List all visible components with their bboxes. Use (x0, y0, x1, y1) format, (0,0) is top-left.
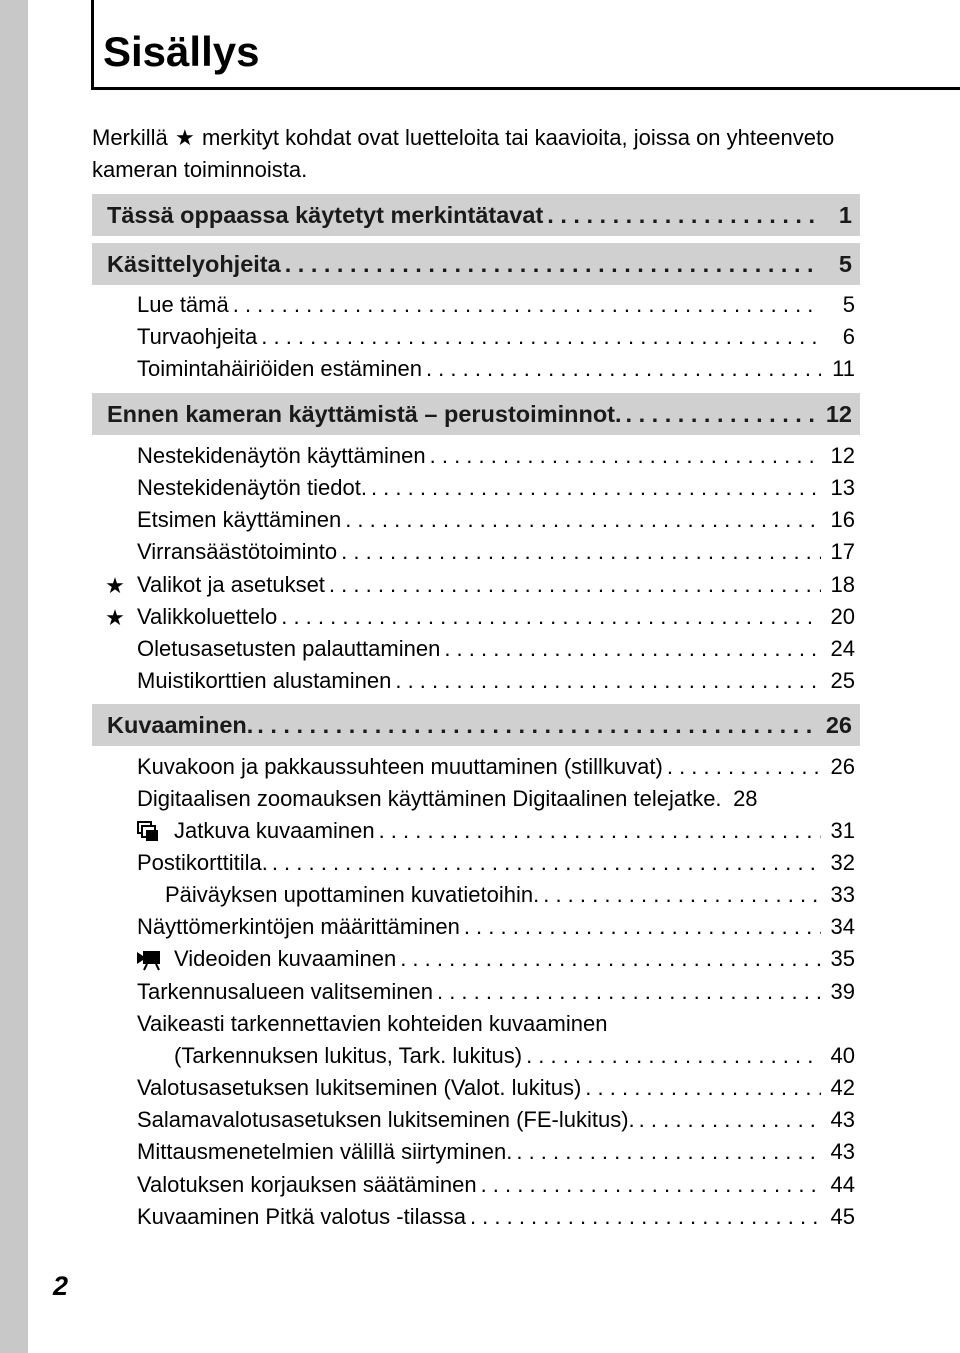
continuous-shooting-icon (137, 821, 159, 845)
toc-entry[interactable] (92, 879, 855, 911)
toc-leader (285, 250, 818, 278)
toc-page-number: 1 (838, 202, 852, 228)
toc-entry[interactable] (92, 1201, 855, 1233)
toc-entry-title: Tarkennusalueen valitseminen (137, 979, 433, 1004)
toc-page-number: 12 (825, 401, 852, 427)
toc-entry[interactable] (92, 536, 855, 568)
toc-leader (379, 817, 821, 845)
toc-entry-title: Lue tämä (137, 292, 229, 317)
toc-page-number: 34 (830, 914, 855, 939)
toc-leader (233, 291, 821, 319)
toc-entry[interactable] (92, 665, 855, 697)
toc-page-number: 18 (830, 572, 855, 597)
toc-entry-title: Valotusasetuksen lukitseminen (Valot. lukitus) (137, 1075, 582, 1100)
toc-section-handling[interactable] (92, 243, 860, 285)
toc-leader (470, 1203, 821, 1231)
toc-entry[interactable] (92, 601, 855, 633)
toc-entry-title: Jatkuva kuvaaminen (174, 818, 375, 843)
page-title: Sisällys (103, 28, 260, 75)
toc-leader (345, 506, 821, 534)
toc-page-number: 44 (830, 1172, 855, 1197)
toc-leader (261, 323, 821, 351)
toc-entry[interactable] (92, 815, 855, 847)
toc-entry-title: Oletusasetusten palauttaminen (137, 636, 441, 661)
toc-leader (329, 571, 821, 599)
toc-entry[interactable] (92, 1072, 855, 1104)
toc-leader (639, 1106, 821, 1134)
toc-page-number: 43 (830, 1139, 855, 1164)
intro-text-end: merkityt kohdat ovat luetteloita tai kaavioita, joissa on yhteenveto kameran toiminnoista. (92, 125, 835, 182)
toc-leader (437, 978, 821, 1006)
toc-entry[interactable] (92, 633, 855, 665)
toc-page-number: 31 (830, 818, 855, 843)
toc-entry[interactable] (92, 289, 855, 321)
toc-entry[interactable] (92, 943, 855, 975)
toc-entry[interactable] (92, 1008, 855, 1072)
toc-page-number: 43 (830, 1107, 855, 1132)
toc-entry[interactable] (92, 911, 855, 943)
toc-entry-title-continued: (Tarkennuksen lukitus, Tark. lukitus) (174, 1043, 523, 1068)
toc-page-number: 39 (830, 979, 855, 1004)
toc-leader (400, 945, 821, 973)
toc-page-number: 20 (830, 604, 855, 629)
toc-page-number: 26 (825, 712, 852, 738)
toc-entry-title: Toimintahäiriöiden estäminen (137, 356, 422, 381)
toc-page-number: 45 (830, 1204, 855, 1229)
toc-section-title: Tässä oppaassa käytetyt merkintätavat (107, 202, 544, 228)
toc-entry[interactable] (92, 569, 855, 601)
toc-entry-title: Digitaalisen zoomauksen käyttäminen Digitaalinen telejatke. (137, 786, 722, 811)
toc-entry-title: Videoiden kuvaaminen (174, 946, 397, 971)
toc-leader (426, 355, 821, 383)
toc-leader (464, 913, 821, 941)
star-icon: ★ (105, 605, 125, 630)
toc-entry-title: Nestekidenäytön käyttäminen (137, 443, 426, 468)
toc-entry-title: Postikorttitila. (137, 850, 268, 875)
toc-leader (257, 711, 818, 739)
toc-page-number: 24 (830, 636, 855, 661)
toc-entry-title: Valikkoluettelo (137, 604, 278, 629)
toc-section-title: Ennen kameran käyttämistä – perustoiminnot. (107, 401, 622, 427)
toc-leader (667, 753, 821, 781)
toc-leader (481, 1171, 821, 1199)
toc-entry[interactable] (92, 504, 855, 536)
toc-entry-title: Turvaohjeita (137, 324, 258, 349)
toc-leader (516, 1138, 821, 1166)
toc-section-title: Kuvaaminen. (107, 712, 254, 738)
toc-page-number: 40 (830, 1043, 855, 1068)
toc-entry[interactable] (92, 751, 855, 783)
toc-entry-title: Muistikorttien alustaminen (137, 668, 392, 693)
toc-leader (547, 201, 818, 229)
toc-leader (281, 603, 821, 631)
toc-entry-title: Valikot ja asetukset (137, 572, 325, 597)
toc-page-number: 12 (830, 443, 855, 468)
toc-section-notation[interactable] (92, 194, 860, 236)
toc-page-number: 16 (830, 507, 855, 532)
toc-page-number: 26 (830, 754, 855, 779)
page-number: 2 (53, 1271, 69, 1301)
toc-section-basics[interactable] (92, 393, 860, 435)
toc-entry[interactable] (92, 1136, 855, 1168)
toc-entry[interactable] (92, 321, 855, 353)
toc-page-number: 25 (830, 668, 855, 693)
toc-entry-title: Valotuksen korjauksen säätäminen (137, 1172, 477, 1197)
toc-entry[interactable] (92, 1169, 855, 1201)
toc-page-number: 17 (830, 539, 855, 564)
toc-page-number: 28 (733, 786, 758, 811)
toc-section-shooting[interactable] (92, 704, 860, 746)
toc-entry[interactable] (92, 353, 855, 385)
toc-entry[interactable] (92, 847, 855, 879)
toc-leader (395, 667, 821, 695)
movie-camera-icon (137, 949, 159, 973)
toc-page-number: 32 (830, 850, 855, 875)
toc-leader (626, 400, 818, 428)
toc-entry-title: Kuvaaminen Pitkä valotus -tilassa (137, 1204, 466, 1229)
toc-entry-title: Vaikeasti tarkennettavien kohteiden kuvaaminen (137, 1011, 608, 1036)
star-icon: ★ (175, 125, 195, 150)
toc-entry-title: Kuvakoon ja pakkaussuhteen muuttaminen (stillkuvat) (137, 754, 663, 779)
toc-entry[interactable] (92, 783, 855, 815)
toc-page-number: 5 (842, 292, 855, 317)
toc-entry-title: Etsimen käyttäminen (137, 507, 342, 532)
toc-leader (371, 474, 821, 502)
toc-page-number: 13 (830, 475, 855, 500)
toc-page-number: 35 (830, 946, 855, 971)
toc-leader (341, 538, 821, 566)
toc-page-number: 5 (838, 251, 852, 277)
toc-entry[interactable] (92, 976, 855, 1008)
toc-entry-title: Päiväyksen upottaminen kuvatietoihin. (165, 882, 540, 907)
toc-page-number: 6 (842, 324, 855, 349)
toc-leader (543, 881, 821, 909)
toc-leader (526, 1042, 821, 1070)
toc-entry-title: Mittausmenetelmien välillä siirtyminen. (137, 1139, 513, 1164)
toc-entry[interactable] (92, 1104, 855, 1136)
star-icon: ★ (105, 573, 125, 598)
toc-leader (444, 635, 821, 663)
toc-entry-title: Näyttömerkintöjen määrittäminen (137, 914, 460, 939)
toc-entry[interactable] (92, 472, 855, 504)
toc-page-number: 11 (832, 356, 855, 381)
intro-text-start: Merkillä (92, 125, 168, 150)
toc-entry-title: Virransäästötoiminto (137, 539, 338, 564)
toc-entry-title: Nestekidenäytön tiedot. (137, 475, 367, 500)
toc-leader (272, 849, 821, 877)
toc-leader (585, 1074, 821, 1102)
toc-leader (430, 442, 821, 470)
toc-entry-title: Salamavalotusasetuksen lukitseminen (FE-lukitus). (137, 1107, 635, 1132)
toc-page-number: 33 (830, 882, 855, 907)
toc-section-title: Käsittelyohjeita (107, 251, 281, 277)
toc-entry[interactable] (92, 440, 855, 472)
toc-page-number: 42 (830, 1075, 855, 1100)
